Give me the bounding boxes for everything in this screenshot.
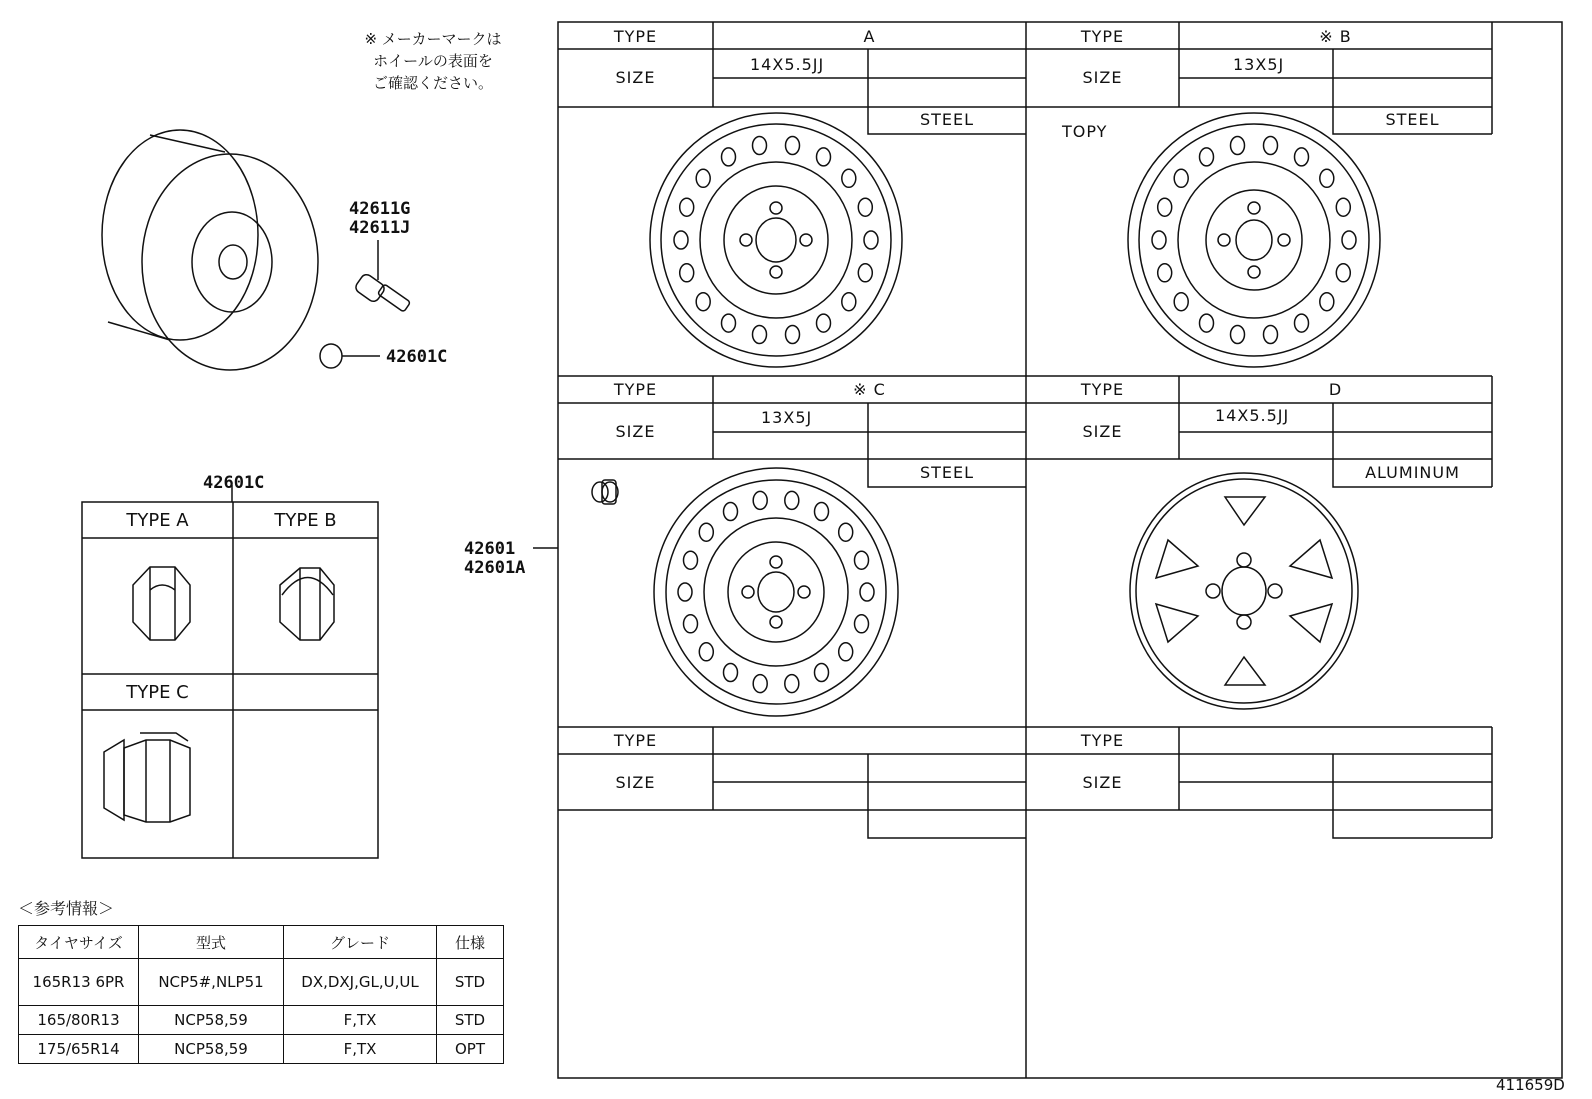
vent-hole-icon [724, 664, 738, 682]
panel-c-type-value: ※ C [853, 380, 886, 399]
ref-cell: 175/65R14 [19, 1035, 139, 1064]
panel-e-type-label: TYPE [613, 731, 658, 750]
ref-cell: NCP58,59 [139, 1035, 284, 1064]
ref-cell: 165/80R13 [19, 1006, 139, 1035]
nut-part-number[interactable]: 42601C [203, 473, 265, 493]
vent-hole-icon [724, 503, 738, 521]
vent-hole-icon [753, 137, 767, 155]
note-line-3: ご確認ください。 [372, 74, 493, 92]
vent-hole-icon [722, 148, 736, 166]
ref-cell: F,TX [284, 1035, 437, 1064]
reference-title: ＜参考情報＞ [18, 899, 115, 918]
vent-hole-icon [753, 326, 767, 344]
vent-hole-icon [1174, 293, 1188, 311]
reference-table [18, 925, 504, 1064]
wheel-part-number-2[interactable]: 42601A [464, 558, 526, 578]
vent-hole-icon [786, 137, 800, 155]
panel-e-size-label: SIZE [615, 773, 656, 792]
ref-cell: DX,DXJ,GL,U,UL [284, 959, 437, 1006]
nut-type-table [82, 485, 378, 858]
vent-hole-icon [858, 264, 872, 282]
vent-hole-icon [1342, 231, 1356, 249]
panel-c-type-label: TYPE [613, 380, 658, 399]
vent-hole-icon [864, 231, 878, 249]
vent-hole-icon [842, 293, 856, 311]
panel-a-size-label: SIZE [615, 68, 656, 87]
vent-hole-icon [1231, 326, 1245, 344]
vent-hole-icon [1295, 314, 1309, 332]
vent-hole-icon [1336, 198, 1350, 216]
vent-hole-icon [817, 314, 831, 332]
vent-hole-icon [1152, 231, 1166, 249]
table-row [19, 1006, 504, 1035]
panel-a-type-label: TYPE [613, 27, 658, 46]
panel-d-type-label: TYPE [1080, 380, 1125, 399]
cap-part-number[interactable]: 42601C [386, 347, 448, 367]
vent-hole-icon [699, 643, 713, 661]
panel-a-material: STEEL [919, 110, 975, 129]
panel-d-size-label: SIZE [1082, 422, 1123, 441]
vent-hole-icon [855, 615, 869, 633]
vent-hole-icon [678, 583, 692, 601]
vent-hole-icon [785, 675, 799, 693]
vent-hole-icon [722, 314, 736, 332]
vent-hole-icon [753, 675, 767, 693]
ref-cell: 165R13 6PR [19, 959, 139, 1006]
ref-cell: OPT [437, 1035, 504, 1064]
panel-b-type-label: TYPE [1080, 27, 1125, 46]
valve-part-number-2[interactable]: 42611J [349, 218, 411, 238]
ref-header-grade: グレード [284, 926, 437, 959]
vent-hole-icon [1336, 264, 1350, 282]
note-line-2: ホイールの表面を [373, 52, 493, 70]
nut-type-a-label: TYPE A [126, 510, 189, 531]
vent-hole-icon [696, 169, 710, 187]
vent-hole-icon [785, 491, 799, 509]
tire-illustration [102, 130, 318, 370]
vent-hole-icon [786, 326, 800, 344]
vent-hole-icon [815, 664, 829, 682]
vent-hole-icon [1264, 326, 1278, 344]
vent-hole-icon [753, 491, 767, 509]
ref-cell: STD [437, 959, 504, 1006]
vent-hole-icon [842, 169, 856, 187]
ref-header-model: 型式 [139, 926, 284, 959]
panel-b-type-value: ※ B [1319, 27, 1352, 46]
vent-hole-icon [1295, 148, 1309, 166]
ref-cell: F,TX [284, 1006, 437, 1035]
ref-cell: STD [437, 1006, 504, 1035]
ref-cell: NCP58,59 [139, 1006, 284, 1035]
vent-hole-icon [1264, 137, 1278, 155]
vent-hole-icon [1231, 137, 1245, 155]
vent-hole-icon [696, 293, 710, 311]
table-row [19, 1035, 504, 1064]
panel-f-size-label: SIZE [1082, 773, 1123, 792]
note-line-1: ※ メーカーマークは [364, 30, 502, 48]
diagram-id: 411659D [1496, 1076, 1565, 1094]
vent-hole-icon [855, 551, 869, 569]
wheel-b-illustration [1128, 113, 1380, 367]
valve-part-number-1[interactable]: 42611G [349, 199, 411, 219]
wheel-d-illustration [1130, 473, 1358, 709]
vent-hole-icon [1158, 264, 1172, 282]
vent-hole-icon [860, 583, 874, 601]
vent-hole-icon [817, 148, 831, 166]
vent-hole-icon [1200, 314, 1214, 332]
vent-hole-icon [699, 523, 713, 541]
wheel-c-illustration [592, 468, 898, 716]
panel-d-material: ALUMINUM [1365, 463, 1460, 482]
panel-a-size-value: 14X5.5JJ [750, 55, 825, 74]
vent-hole-icon [674, 231, 688, 249]
panel-d-type-value: D [1328, 380, 1343, 399]
vent-hole-icon [684, 615, 698, 633]
panel-b-material: STEEL [1385, 110, 1440, 129]
vent-hole-icon [839, 523, 853, 541]
panel-f-type-label: TYPE [1080, 731, 1125, 750]
ref-header-tire-size: タイヤサイズ [19, 926, 139, 959]
maker-mark-note [328, 28, 538, 94]
panel-c-size-label: SIZE [615, 422, 656, 441]
vent-hole-icon [680, 264, 694, 282]
vent-hole-icon [1320, 293, 1334, 311]
vent-hole-icon [815, 503, 829, 521]
valve-cap-illustration [320, 344, 380, 368]
vent-hole-icon [1320, 169, 1334, 187]
ref-cell: NCP5#,NLP51 [139, 959, 284, 1006]
wheel-a-illustration [650, 113, 902, 367]
wheel-part-number-1[interactable]: 42601 [464, 539, 516, 559]
panel-b-size-label: SIZE [1082, 68, 1123, 87]
vent-hole-icon [684, 551, 698, 569]
wheel-grid [533, 22, 1562, 1078]
panel-c-size-value: 13X5J [761, 408, 813, 427]
table-row [19, 959, 504, 1006]
ref-header-spec: 仕様 [437, 926, 504, 959]
vent-hole-icon [1174, 169, 1188, 187]
panel-c-material: STEEL [919, 463, 975, 482]
nut-type-b-label: TYPE B [274, 510, 337, 531]
vent-hole-icon [680, 198, 694, 216]
panel-a-type-value: A [863, 27, 876, 46]
nut-type-c-label: TYPE C [126, 682, 189, 703]
panel-b-size-value: 13X5J [1233, 55, 1285, 74]
vent-hole-icon [1158, 198, 1172, 216]
vent-hole-icon [1200, 148, 1214, 166]
panel-d-size-value: 14X5.5JJ [1215, 406, 1290, 425]
vent-hole-icon [858, 198, 872, 216]
panel-b-maker: TOPY [1062, 122, 1108, 141]
valve-stem-illustration [354, 240, 411, 312]
vent-hole-icon [839, 643, 853, 661]
